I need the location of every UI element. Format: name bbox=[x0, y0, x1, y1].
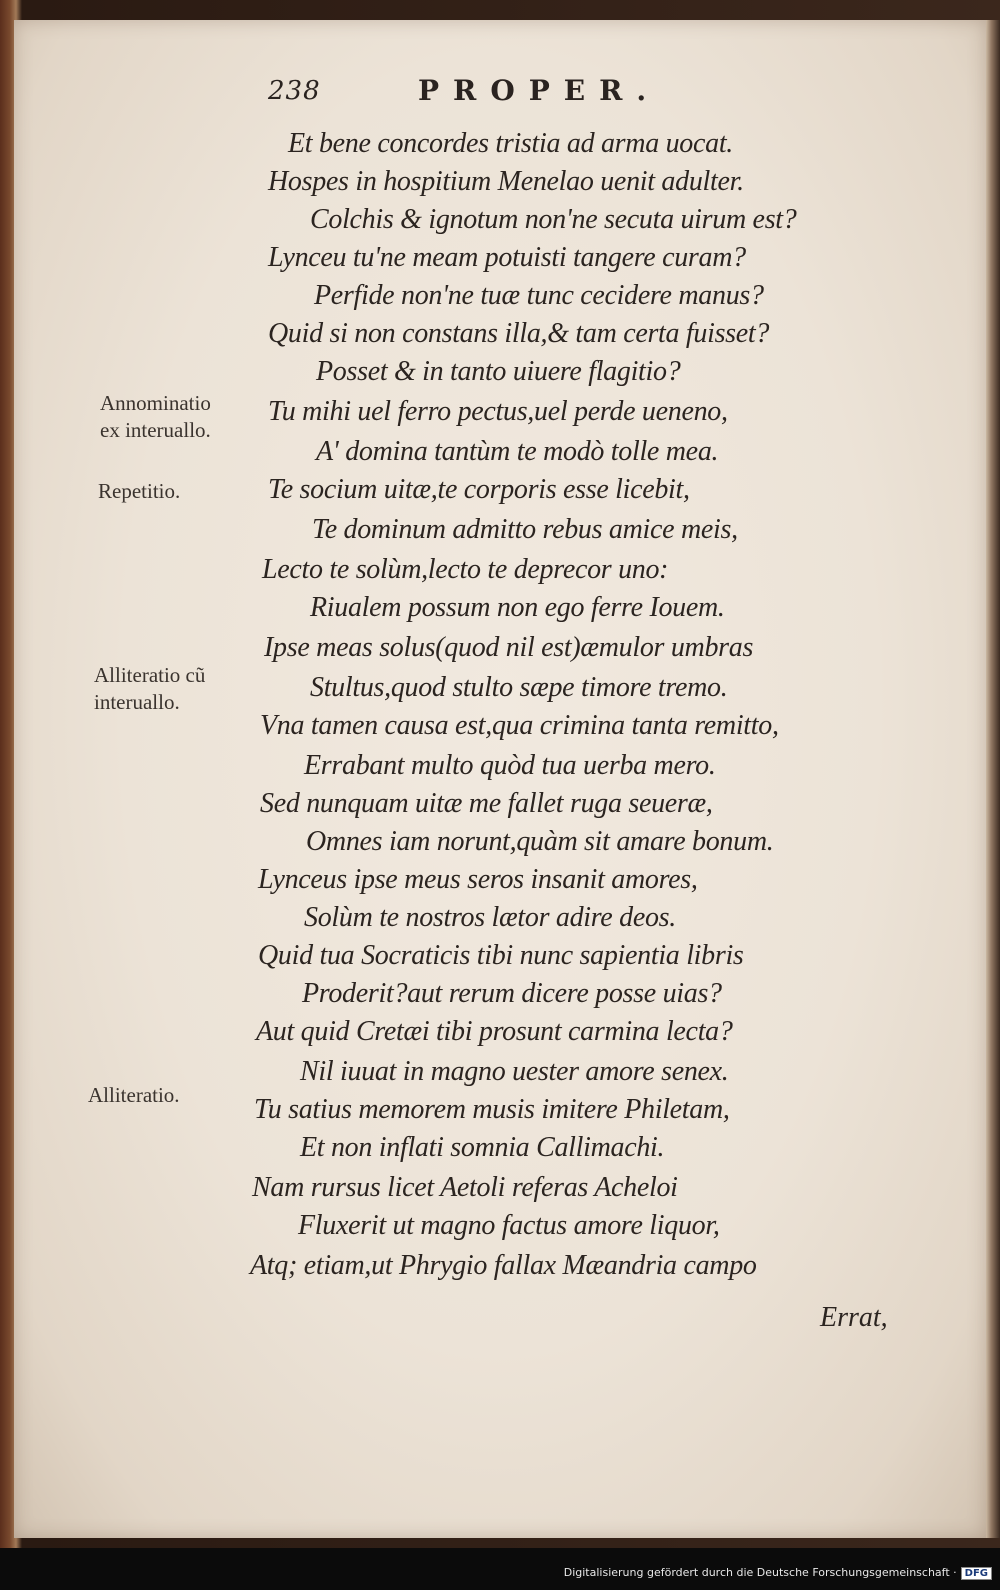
page-fore-edge bbox=[986, 20, 1000, 1538]
digitization-credit bbox=[564, 1566, 992, 1580]
page-number: 238 bbox=[268, 76, 321, 106]
verse-line: Omnes iam norunt,quàm sit amare bonum. bbox=[306, 826, 774, 857]
margin-note-repetitio bbox=[98, 478, 180, 505]
verse-line: Riualem possum non ego ferre Iouem. bbox=[310, 592, 725, 623]
verse-line: Proderit?aut rerum dicere posse uias? bbox=[302, 978, 722, 1009]
margin-note-line: Annominatio bbox=[100, 391, 211, 415]
dfg-logo: DFG bbox=[961, 1567, 992, 1580]
running-title: PROPER. bbox=[418, 74, 661, 107]
verse-line: Posset & in tanto uiuere flagitio? bbox=[316, 356, 681, 387]
verse-line: Tu satius memorem musis imitere Philetam, bbox=[254, 1094, 730, 1125]
credit-text: Digitalisierung gefördert durch die Deutsche Forschungsgemeinschaft · bbox=[563, 1566, 957, 1579]
margin-note-line: Alliteratio. bbox=[88, 1083, 180, 1107]
margin-note-line: Alliteratio cũ bbox=[94, 663, 206, 687]
verse-line: Errabant multo quòd tua uerba mero. bbox=[304, 750, 716, 781]
verse-line: Colchis & ignotum non'ne secuta uirum est? bbox=[310, 204, 797, 235]
verse-line: Quid tua Socraticis tibi nunc sapientia libris bbox=[258, 940, 744, 971]
verse-line: Stultus,quod stulto sæpe timore tremo. bbox=[310, 672, 728, 703]
verse-line: Fluxerit ut magno factus amore liquor, bbox=[298, 1210, 720, 1241]
verse-line: Hospes in hospitium Menelao uenit adulter. bbox=[268, 166, 744, 197]
verse-line: Aut quid Cretæi tibi prosunt carmina lecta? bbox=[256, 1016, 733, 1047]
verse-line: Te dominum admitto rebus amice meis, bbox=[312, 514, 738, 545]
margin-note-annominatio bbox=[100, 390, 211, 444]
margin-note-alliteratio-interuallo bbox=[94, 662, 205, 716]
verse-line: Tu mihi uel ferro pectus,uel perde ueneno, bbox=[268, 396, 728, 427]
verse-line: Nam rursus licet Aetoli referas Acheloi bbox=[252, 1172, 678, 1203]
verse-line: Perfide non'ne tuæ tunc cecidere manus? bbox=[314, 280, 764, 311]
verse-line: Ipse meas solus(quod nil est)æmulor umbras bbox=[264, 632, 754, 663]
verse-line: Lynceus ipse meus seros insanit amores, bbox=[258, 864, 698, 895]
verse-line: Te socium uitæ,te corporis esse licebit, bbox=[268, 474, 690, 505]
margin-note-line: interuallo. bbox=[94, 690, 180, 714]
running-head bbox=[268, 74, 688, 114]
verse-line: Vna tamen causa est,qua crimina tanta remitto, bbox=[260, 710, 779, 741]
catchword: Errat, bbox=[820, 1302, 888, 1333]
margin-note-alliteratio bbox=[88, 1082, 180, 1109]
verse-line: Et bene concordes tristia ad arma uocat. bbox=[288, 128, 734, 159]
verse-line: Solùm te nostros lætor adire deos. bbox=[304, 902, 676, 933]
verse-line: A' domina tantùm te modò tolle mea. bbox=[316, 436, 719, 467]
verse-line: Atq; etiam,ut Phrygio fallax Mæandria campo bbox=[250, 1250, 757, 1281]
verse-line: Quid si non constans illa,& tam certa fuisset? bbox=[268, 318, 770, 349]
verse-line: Nil iuuat in magno uester amore senex. bbox=[300, 1056, 729, 1087]
margin-note-line: Repetitio. bbox=[98, 479, 181, 503]
verse-line: Lynceu tu'ne meam potuisti tangere curam? bbox=[268, 242, 746, 273]
verse-line: Et non inflati somnia Callimachi. bbox=[300, 1132, 665, 1163]
margin-note-line: ex interuallo. bbox=[100, 418, 211, 442]
verse-line: Lecto te solùm,lecto te deprecor uno: bbox=[262, 554, 669, 585]
verse-line: Sed nunquam uitæ me fallet ruga seueræ, bbox=[260, 788, 713, 819]
